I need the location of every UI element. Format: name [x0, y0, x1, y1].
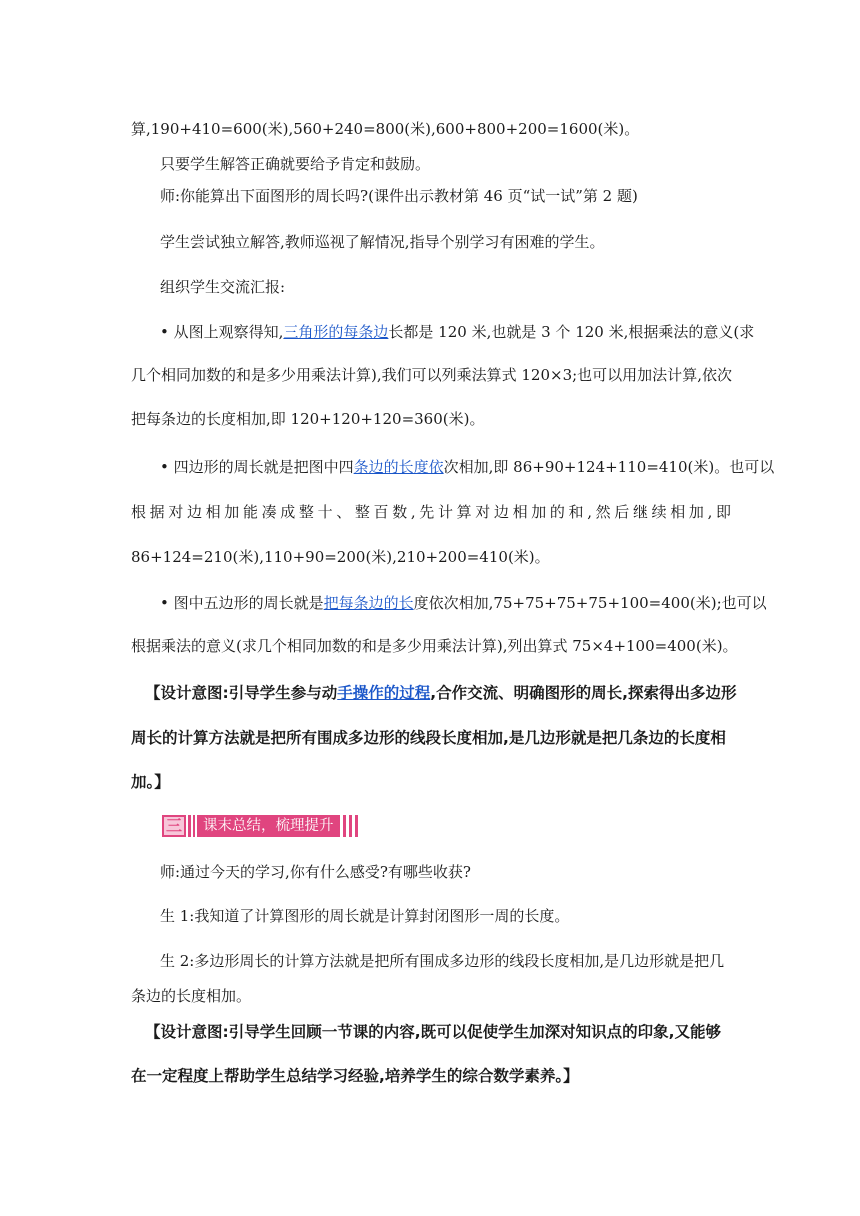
- text-span: 【设计意图:引导学生参与动: [145, 684, 338, 702]
- link[interactable]: 把每条边的长: [323, 594, 414, 612]
- text-span: 次相加,即 86+90+124+110=410(米)。也可以: [443, 458, 775, 476]
- link[interactable]: 三角形的每条边: [283, 323, 389, 341]
- text-line: 把每条边的长度相加,即 120+120+120=360(米)。: [131, 410, 485, 428]
- section-number: 三: [162, 815, 186, 837]
- text-span: • 从图上观察得知,: [160, 323, 284, 341]
- text-line: 条边的长度相加。: [131, 987, 252, 1005]
- banner-stripe: [349, 815, 352, 837]
- text-line: 生 1:我知道了计算图形的周长就是计算封闭图形一周的长度。: [160, 907, 570, 925]
- text-line: 周长的计算方法就是把所有围成多边形的线段长度相加,是几边形就是把几条边的长度相: [131, 729, 726, 747]
- bullet-line: [160, 322, 760, 342]
- banner-stripe: [343, 815, 346, 837]
- text-line: 在一定程度上帮助学生总结学习经验,培养学生的综合数学素养。】: [131, 1067, 579, 1085]
- text-line: 几个相同加数的和是多少用乘法计算),我们可以列乘法算式 120×3;也可以用加法计算,依次: [131, 366, 732, 384]
- text-line: 根据乘法的意义(求几个相同加数的和是多少用乘法计算),列出算式 75×4+100=400(米)。: [131, 637, 738, 655]
- text-span: • 四边形的周长就是把图中四: [160, 458, 354, 476]
- text-line: 组织学生交流汇报:: [160, 278, 286, 296]
- section-banner: [162, 815, 358, 837]
- text-line: 加。】: [131, 773, 170, 791]
- text-line: 师:你能算出下面图形的周长吗?(课件出示教材第 46 页“试一试”第 2 题): [160, 187, 638, 205]
- section-title: 课末总结，梳理提升: [197, 815, 340, 837]
- text-line: 86+124=210(米),110+90=200(米),210+200=410(米)。: [131, 548, 550, 566]
- bullet-line: [160, 457, 775, 477]
- link[interactable]: 手操作的过程: [337, 684, 431, 702]
- design-intent-line: [145, 683, 735, 703]
- text-line: 生 2:多边形周长的计算方法就是把所有围成多边形的线段长度相加,是几边形就是把几: [160, 952, 725, 970]
- banner-stripe: [355, 815, 358, 837]
- text-span: ,合作交流、明确图形的周长,探索得出多边形: [430, 684, 737, 702]
- text-line: 根据对边相加能凑成整十、整百数,先计算对边相加的和,然后继续相加,即: [131, 503, 731, 521]
- banner-stripe: [193, 815, 195, 837]
- text-line: 学生尝试独立解答,教师巡视了解情况,指导个别学习有困难的学生。: [160, 233, 605, 251]
- text-line: 只要学生解答正确就要给予肯定和鼓励。: [160, 155, 431, 173]
- bullet-line: [160, 593, 767, 613]
- text-span: 度依次相加,75+75+75+75+100=400(米);也可以: [413, 594, 767, 612]
- design-intent-line: 【设计意图:引导学生回顾一节课的内容,既可以促使学生加深对知识点的印象,又能够: [145, 1023, 721, 1041]
- text-line: 算,190+410=600(米),560+240=800(米),600+800+200=1600(米)。: [131, 120, 640, 138]
- link[interactable]: 条边的长度依: [353, 458, 444, 476]
- text-span: 长都是 120 米,也就是 3 个 120 米,根据乘法的意义(求: [388, 323, 755, 341]
- text-line: 师:通过今天的学习,你有什么感受?有哪些收获?: [160, 863, 471, 881]
- text-span: • 图中五边形的周长就是: [160, 594, 324, 612]
- banner-stripe: [188, 815, 191, 837]
